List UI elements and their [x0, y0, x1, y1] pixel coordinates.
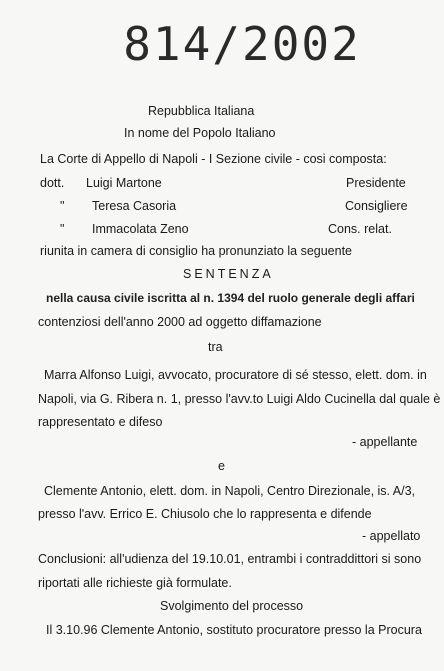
- party2-line1: Clemente Antonio, elett. dom. in Napoli, Centro Direzionale, is. A/3,: [44, 484, 416, 498]
- party1-line3: rappresentato e difeso: [38, 415, 163, 429]
- judge-1-name: Luigi Martone: [86, 176, 162, 190]
- judge-3-role: Cons. relat.: [328, 222, 392, 236]
- body-para1-line2: contenziosi dell'anno 2000 ad oggetto diffamazione: [38, 315, 322, 329]
- judge-3-prefix: ": [60, 222, 65, 236]
- party1-line1: Marra Alfonso Luigi, avvocato, procuratore di sé stesso, elett. dom. in: [44, 368, 427, 382]
- judge-3-name: Immacolata Zeno: [92, 222, 189, 236]
- conclusioni-line2: riportati alle richieste già formulate.: [38, 576, 232, 590]
- header-line-2: In nome del Popolo Italiano: [124, 126, 276, 140]
- svolgimento-title: Svolgimento del processo: [160, 599, 304, 613]
- judge-2-prefix: ": [60, 199, 65, 213]
- case-number: 814/2002: [123, 17, 361, 71]
- e-label: e: [218, 459, 225, 473]
- sentenza-title: SENTENZA: [183, 267, 274, 281]
- judge-2-role: Consigliere: [345, 199, 408, 213]
- appellato-label: - appellato: [362, 529, 421, 543]
- reunion-line: riunita in camera di consiglio ha pronunziato la seguente: [40, 244, 352, 258]
- last-line: Il 3.10.96 Clemente Antonio, sostituto procuratore presso la Procura: [46, 623, 422, 637]
- appellante-label: - appellante: [352, 435, 418, 449]
- judge-1-prefix: dott.: [40, 176, 65, 190]
- conclusioni-line1: Conclusioni: all'udienza del 19.10.01, entrambi i contraddittori si sono: [38, 552, 422, 566]
- header-line-1: Repubblica Italiana: [148, 104, 255, 118]
- body-para1-line1: nella causa civile iscritta al n. 1394 del ruolo generale degli affari: [46, 291, 415, 305]
- judge-2-name: Teresa Casoria: [92, 199, 177, 213]
- judge-1-role: Presidente: [346, 176, 406, 190]
- court-line: La Corte di Appello di Napoli - I Sezione civile - cosi composta:: [40, 152, 387, 166]
- party1-line2: Napoli, via G. Ribera n. 1, presso l'avv.to Luigi Aldo Cucinella dal quale è: [38, 392, 441, 406]
- party2-line2: presso l'avv. Errico E. Chiusolo che lo rappresenta e difende: [38, 507, 372, 521]
- tra-label: tra: [208, 340, 223, 354]
